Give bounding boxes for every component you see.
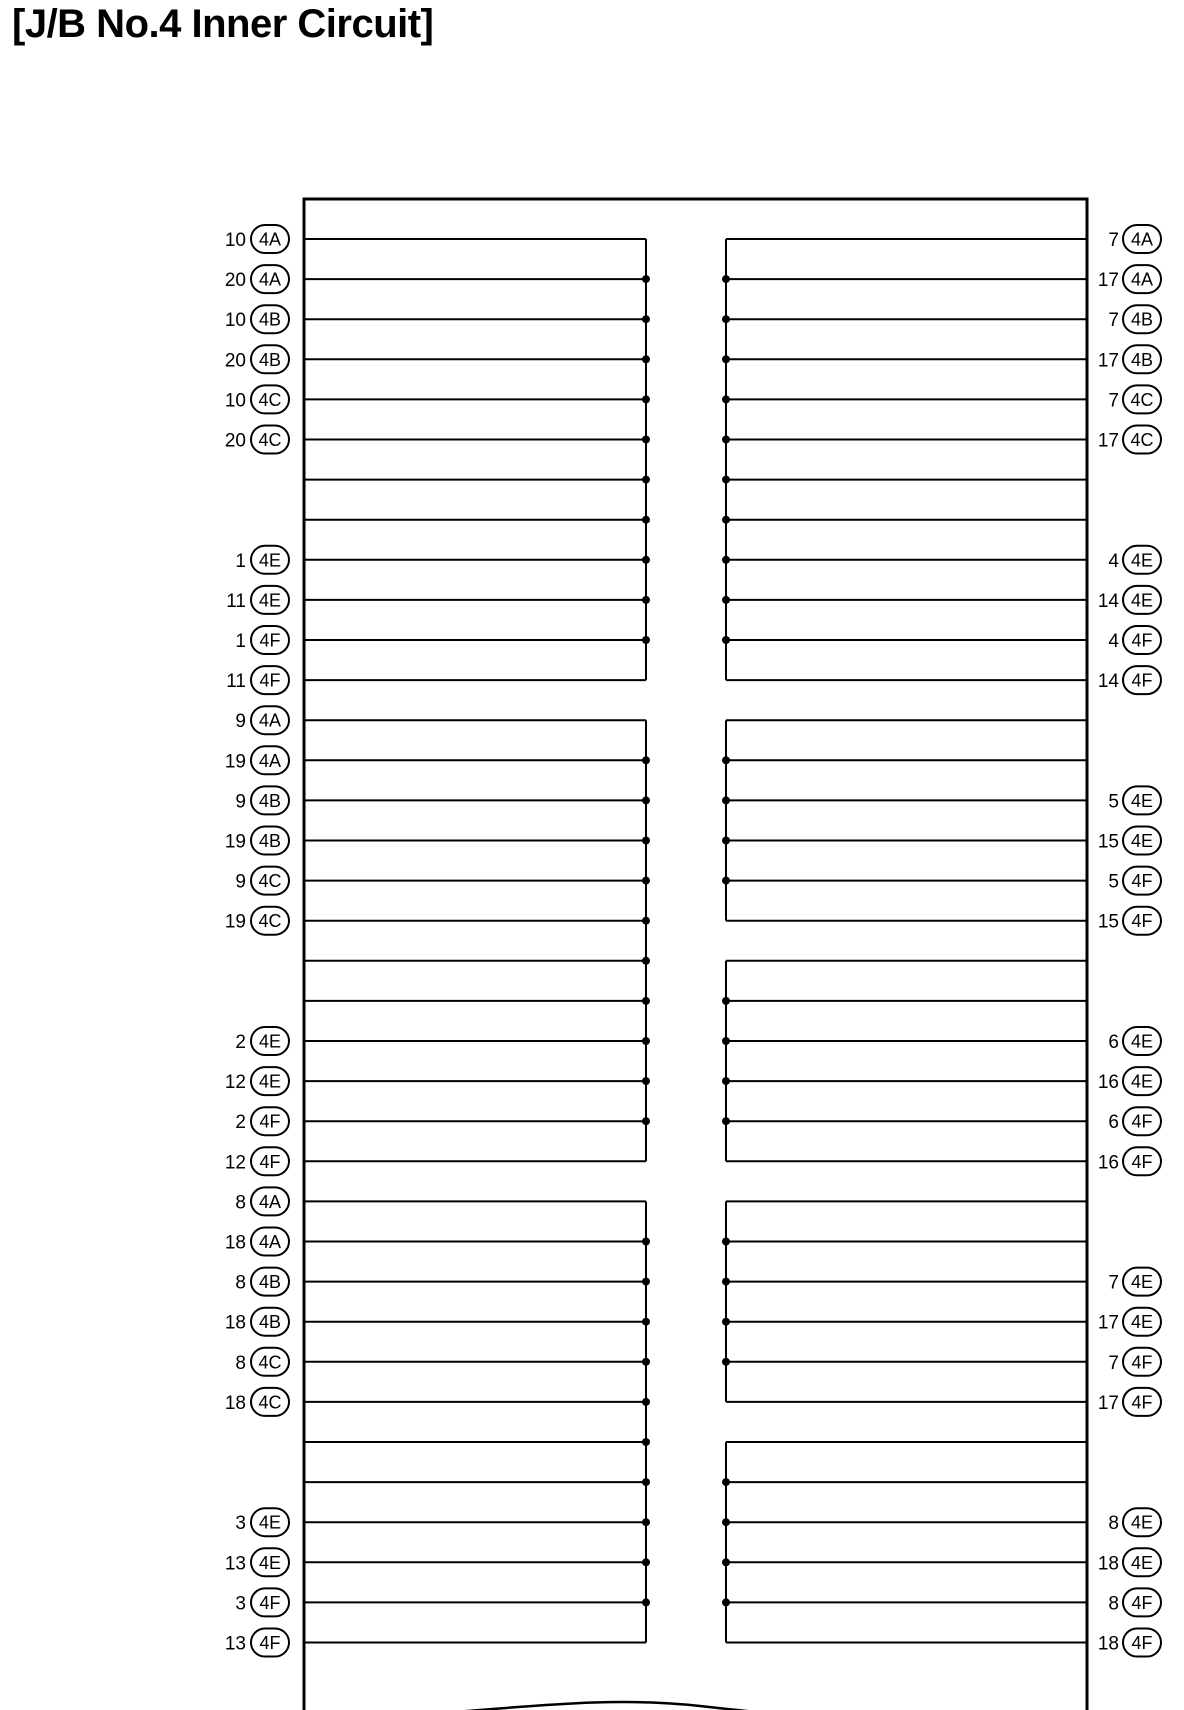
- right-connector-label: 4E: [1130, 831, 1154, 851]
- left-pin-number: 9: [235, 711, 246, 733]
- left-pin-number: 10: [224, 230, 246, 251]
- left-connector-label: 4E: [258, 1031, 282, 1052]
- right-connector-badge: [1123, 426, 1161, 454]
- left-connector-label: 4A: [258, 229, 282, 250]
- right-junction-dot: [722, 997, 730, 1005]
- right-junction-dot: [722, 516, 730, 524]
- left-junction-dot: [642, 1278, 650, 1286]
- left-connector-label: 4C: [258, 389, 282, 410]
- left-connector-badge: [251, 1308, 289, 1336]
- right-connector-label: 4A: [1130, 269, 1154, 290]
- right-connector-badge: [1123, 666, 1161, 694]
- right-connector-label: 4E: [1130, 590, 1154, 611]
- right-junction-dot: [722, 796, 730, 804]
- left-connector-label: 4F: [259, 1592, 281, 1613]
- left-junction-dot: [642, 1598, 650, 1606]
- right-pin-number: 15: [1097, 911, 1119, 933]
- right-connector-label: 4E: [1130, 1071, 1154, 1092]
- left-junction-dot: [642, 1398, 650, 1406]
- right-connector-label: 4E: [1130, 1312, 1154, 1333]
- right-connector-label: 4E: [1130, 790, 1154, 811]
- right-junction-dot: [722, 1077, 730, 1085]
- right-pin-number: 17: [1097, 1312, 1119, 1334]
- left-junction-dot: [642, 315, 650, 323]
- right-connector-badge: [1123, 1588, 1161, 1616]
- right-connector-badge: [1123, 1548, 1161, 1576]
- left-connector-label: 4C: [258, 871, 282, 892]
- left-pin-number: 13: [224, 1633, 246, 1655]
- right-junction-dot: [722, 275, 730, 283]
- left-connector-badge: [251, 265, 289, 293]
- right-connector-badge: [1123, 345, 1161, 373]
- left-junction-dot: [642, 877, 650, 885]
- right-connector-badge: [1123, 1508, 1161, 1536]
- left-pin-number: 20: [224, 350, 246, 372]
- right-junction-dot: [722, 315, 730, 323]
- right-pin-number: 4: [1108, 631, 1119, 652]
- left-connector-label: 4B: [258, 1312, 282, 1333]
- left-pin-number: 18: [224, 1232, 246, 1254]
- left-connector-label: 4A: [258, 1232, 282, 1252]
- right-pin-number: 17: [1097, 430, 1119, 452]
- right-junction-dot: [722, 1518, 730, 1526]
- left-connector-badge: [251, 626, 289, 654]
- right-connector-badge: [1123, 1067, 1161, 1095]
- left-junction-dot: [642, 796, 650, 804]
- right-connector-badge: [1123, 1388, 1161, 1416]
- right-pin-number: 17: [1097, 1392, 1119, 1414]
- left-pin-number: 2: [235, 1112, 246, 1134]
- left-connector-badge: [251, 1388, 289, 1416]
- left-connector-badge: [251, 867, 289, 895]
- left-connector-badge: [251, 1348, 289, 1376]
- right-connector-label: 4F: [1131, 630, 1153, 651]
- left-junction-dot: [642, 355, 650, 363]
- right-junction-dot: [722, 476, 730, 484]
- right-connector-badge: [1123, 586, 1161, 614]
- junction-block-break-line: [304, 1702, 1087, 1710]
- left-connector-badge: [251, 1187, 289, 1215]
- left-connector-badge: [251, 1027, 289, 1055]
- left-connector-badge: [251, 1629, 289, 1657]
- left-connector-label: 4A: [258, 710, 282, 731]
- diagram-title: [J/B No.4 Inner Circuit]: [12, 2, 434, 46]
- right-connector-badge: [1123, 1107, 1161, 1135]
- left-pin-number: 8: [235, 1352, 246, 1374]
- left-pin-number: 18: [224, 1392, 246, 1414]
- right-connector-label: 4F: [1131, 1592, 1153, 1613]
- left-pin-number: 18: [224, 1312, 246, 1334]
- left-pin-number: 19: [224, 911, 246, 933]
- left-pin-number: 19: [224, 831, 246, 853]
- left-connector-badge: [251, 1228, 289, 1256]
- left-connector-label: 4E: [258, 1552, 282, 1573]
- left-junction-dot: [642, 1117, 650, 1125]
- right-pin-number: 7: [1108, 390, 1119, 412]
- right-junction-dot: [722, 1318, 730, 1326]
- right-pin-number: 8: [1108, 1513, 1119, 1535]
- right-junction-dot: [722, 1117, 730, 1125]
- right-connector-label: 4B: [1130, 349, 1154, 370]
- right-connector-badge: [1123, 1629, 1161, 1657]
- right-connector-badge: [1123, 786, 1161, 814]
- right-connector-label: 4F: [1131, 1392, 1153, 1413]
- right-connector-badge: [1123, 827, 1161, 855]
- left-connector-badge: [251, 666, 289, 694]
- left-connector-badge: [251, 1147, 289, 1175]
- left-junction-dot: [642, 1077, 650, 1085]
- left-pin-number: 10: [224, 390, 246, 412]
- left-connector-label: 4B: [258, 1272, 282, 1293]
- left-connector-badge: [251, 786, 289, 814]
- right-connector-label: 4F: [1131, 911, 1153, 932]
- left-pin-number: 10: [224, 310, 246, 332]
- right-connector-label: 4A: [1130, 229, 1154, 250]
- left-connector-badge: [251, 746, 289, 774]
- left-pin-number: 1: [235, 631, 246, 652]
- left-connector-label: 4A: [258, 1191, 282, 1212]
- left-connector-badge: [251, 1268, 289, 1296]
- right-connector-label: 4F: [1131, 871, 1153, 892]
- left-connector-label: 4B: [258, 309, 282, 330]
- right-pin-number: 14: [1097, 590, 1119, 612]
- left-junction-dot: [642, 1238, 650, 1246]
- right-connector-badge: [1123, 1348, 1161, 1376]
- left-connector-badge: [251, 225, 289, 253]
- left-connector-label: 4C: [258, 1392, 282, 1413]
- left-pin-number: 1: [235, 550, 246, 572]
- right-pin-number: 7: [1108, 1272, 1119, 1294]
- right-pin-number: 7: [1108, 230, 1119, 251]
- left-connector-label: 4F: [259, 670, 281, 691]
- left-connector-label: 4A: [258, 269, 282, 290]
- left-connector-label: 4E: [258, 550, 282, 571]
- left-pin-number: 12: [224, 1072, 246, 1094]
- left-junction-dot: [642, 837, 650, 845]
- left-connector-label: 4C: [258, 911, 282, 932]
- left-junction-dot: [642, 917, 650, 925]
- right-connector-label: 4E: [1130, 1512, 1154, 1533]
- left-junction-dot: [642, 1518, 650, 1526]
- left-connector-badge: [251, 1067, 289, 1095]
- left-connector-label: 4C: [258, 1352, 282, 1373]
- left-pin-number: 2: [235, 1032, 246, 1053]
- left-pin-number: 20: [224, 270, 246, 292]
- right-connector-label: 4F: [1131, 1633, 1153, 1653]
- left-pin-number: 8: [235, 1192, 246, 1214]
- right-pin-number: 17: [1097, 270, 1119, 292]
- left-junction-dot: [642, 997, 650, 1005]
- left-junction-dot: [642, 275, 650, 283]
- right-connector-badge: [1123, 225, 1161, 253]
- right-pin-number: 6: [1108, 1112, 1119, 1134]
- right-junction-dot: [722, 1598, 730, 1606]
- left-pin-number: 9: [235, 871, 246, 893]
- right-connector-label: 4F: [1131, 1352, 1153, 1373]
- right-connector-badge: [1123, 265, 1161, 293]
- right-connector-label: 4F: [1131, 1111, 1153, 1132]
- left-connector-badge: [251, 345, 289, 373]
- right-pin-number: 14: [1097, 671, 1119, 693]
- left-junction-dot: [642, 476, 650, 484]
- left-junction-dot: [642, 596, 650, 604]
- right-junction-dot: [722, 636, 730, 644]
- left-junction-dot: [642, 636, 650, 644]
- right-connector-badge: [1123, 1268, 1161, 1296]
- left-connector-badge: [251, 1508, 289, 1536]
- left-pin-number: 20: [224, 430, 246, 452]
- left-junction-dot: [642, 1438, 650, 1446]
- right-junction-dot: [722, 1358, 730, 1366]
- left-connector-badge: [251, 586, 289, 614]
- right-connector-badge: [1123, 1147, 1161, 1175]
- right-connector-badge: [1123, 1027, 1161, 1055]
- right-pin-number: 16: [1097, 1072, 1119, 1094]
- left-connector-badge: [251, 385, 289, 413]
- right-junction-dot: [722, 436, 730, 444]
- right-connector-label: 4F: [1131, 670, 1153, 691]
- right-junction-dot: [722, 1558, 730, 1566]
- left-connector-label: 4E: [258, 1071, 282, 1092]
- right-pin-number: 5: [1108, 871, 1119, 893]
- right-connector-badge: [1123, 305, 1161, 333]
- right-junction-dot: [722, 395, 730, 403]
- right-connector-label: 4E: [1130, 1031, 1154, 1052]
- left-pin-number: 8: [235, 1272, 246, 1294]
- right-pin-number: 7: [1108, 310, 1119, 332]
- left-connector-label: 4B: [258, 790, 282, 811]
- left-connector-label: 4A: [258, 750, 282, 771]
- left-connector-label: 4F: [259, 630, 281, 651]
- right-connector-label: 4E: [1130, 550, 1154, 571]
- left-connector-badge: [251, 827, 289, 855]
- left-junction-dot: [642, 395, 650, 403]
- left-connector-badge: [251, 1107, 289, 1135]
- left-pin-number: 11: [226, 671, 246, 693]
- right-connector-label: 4C: [1130, 430, 1154, 450]
- left-junction-dot: [642, 756, 650, 764]
- right-pin-number: 17: [1097, 350, 1119, 372]
- right-connector-label: 4E: [1130, 1272, 1154, 1293]
- right-junction-dot: [722, 837, 730, 845]
- right-pin-number: 5: [1108, 791, 1119, 813]
- left-junction-dot: [642, 1358, 650, 1366]
- left-connector-badge: [251, 907, 289, 935]
- right-junction-dot: [722, 1037, 730, 1045]
- right-pin-number: 16: [1097, 1152, 1119, 1174]
- left-connector-label: 4E: [258, 590, 282, 611]
- right-pin-number: 18: [1097, 1553, 1119, 1575]
- right-pin-number: 8: [1108, 1593, 1119, 1615]
- left-connector-label: 4B: [258, 831, 282, 851]
- right-junction-dot: [722, 355, 730, 363]
- left-junction-dot: [642, 556, 650, 564]
- left-junction-dot: [642, 436, 650, 444]
- right-junction-dot: [722, 1278, 730, 1286]
- right-connector-label: 4C: [1130, 389, 1154, 410]
- right-junction-dot: [722, 756, 730, 764]
- left-connector-label: 4F: [259, 1151, 281, 1172]
- right-connector-label: 4B: [1130, 309, 1154, 330]
- right-connector-badge: [1123, 626, 1161, 654]
- left-junction-dot: [642, 1318, 650, 1326]
- left-connector-badge: [251, 546, 289, 574]
- right-connector-badge: [1123, 1308, 1161, 1336]
- right-connector-label: 4F: [1131, 1151, 1153, 1172]
- right-connector-badge: [1123, 385, 1161, 413]
- right-pin-number: 18: [1097, 1633, 1119, 1655]
- left-pin-number: 11: [226, 590, 246, 612]
- left-junction-dot: [642, 1478, 650, 1486]
- left-connector-badge: [251, 1588, 289, 1616]
- right-junction-dot: [722, 1478, 730, 1486]
- right-pin-number: 7: [1108, 1352, 1119, 1374]
- right-junction-dot: [722, 556, 730, 564]
- left-pin-number: 12: [224, 1152, 246, 1174]
- left-junction-dot: [642, 1558, 650, 1566]
- junction-block-outline: [304, 199, 1087, 1710]
- left-connector-badge: [251, 1548, 289, 1576]
- right-connector-label: 4E: [1130, 1552, 1154, 1573]
- left-junction-dot: [642, 516, 650, 524]
- left-connector-label: 4E: [258, 1512, 282, 1533]
- right-connector-badge: [1123, 907, 1161, 935]
- right-pin-number: 4: [1108, 550, 1119, 572]
- left-pin-number: 3: [235, 1513, 246, 1535]
- left-connector-label: 4B: [258, 349, 282, 370]
- right-pin-number: 6: [1108, 1032, 1119, 1053]
- left-pin-number: 9: [235, 791, 246, 813]
- right-junction-dot: [722, 1238, 730, 1246]
- left-connector-label: 4C: [258, 430, 282, 450]
- right-pin-number: 15: [1097, 831, 1119, 853]
- left-pin-number: 19: [224, 751, 246, 773]
- left-connector-badge: [251, 305, 289, 333]
- left-connector-label: 4F: [259, 1111, 281, 1132]
- left-pin-number: 3: [235, 1593, 246, 1615]
- left-connector-label: 4F: [259, 1633, 281, 1653]
- left-pin-number: 13: [224, 1553, 246, 1575]
- left-junction-dot: [642, 1037, 650, 1045]
- right-connector-badge: [1123, 546, 1161, 574]
- right-connector-badge: [1123, 867, 1161, 895]
- left-junction-dot: [642, 957, 650, 965]
- left-connector-badge: [251, 706, 289, 734]
- right-junction-dot: [722, 877, 730, 885]
- left-connector-badge: [251, 426, 289, 454]
- right-junction-dot: [722, 596, 730, 604]
